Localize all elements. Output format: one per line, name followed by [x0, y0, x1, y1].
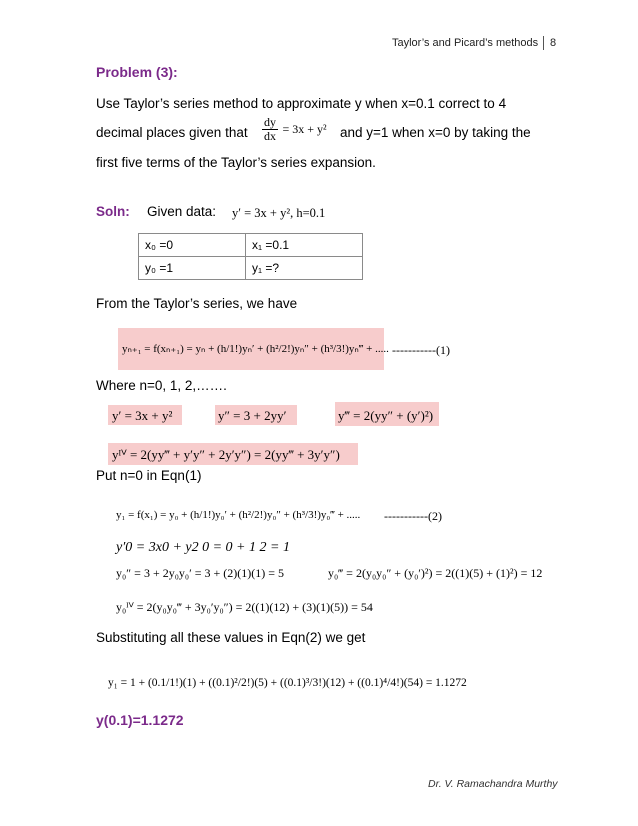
equation-ref-2: -----------(2): [384, 509, 442, 523]
y0-fourth-derivative-value: y₀ᴵⱽ = 2(y₀y₀‴ + 3y₀′y₀″) = 2((1)(12) + (3)(1)(5)) = 54: [116, 600, 373, 614]
problem-line-2-post: and y=1 when x=0 by taking the: [340, 125, 531, 140]
dy-dx-rhs: = 3x + y²: [282, 122, 327, 136]
y0-prime-value: y′0 = 3x0 + y2 0 = 0 + 1 2 = 1: [116, 540, 290, 555]
final-answer: y(0.1)=1.1272: [96, 712, 184, 728]
table-cell: y₀ =1: [139, 257, 246, 280]
fourth-derivative: yᴵⱽ = 2(yy‴ + y′y″ + 2y′y″) = 2(yy‴ + 3y′y″): [112, 447, 340, 462]
frac-den: dx: [264, 129, 276, 143]
table-cell: y₁ =?: [246, 257, 363, 280]
problem-heading: Problem (3):: [96, 64, 178, 80]
frac-num: dy: [264, 115, 276, 129]
table-cell: x₁ =0.1: [246, 234, 363, 257]
table-row: [139, 257, 363, 280]
problem-line-2-pre: decimal places given that: [96, 125, 248, 140]
final-equation: y₁ = 1 + (0.1/1!)(1) + ((0.1)²/2!)(5) + ((0.1)³/3!)(12) + ((0.1)⁴/4!)(54) = 1.1272: [108, 677, 467, 689]
third-derivative: y‴ = 2(yy″ + (y′)²): [338, 408, 434, 423]
given-data-label: Given data:: [147, 204, 217, 219]
problem-line-3: first five terms of the Taylor’s series expansion.: [96, 155, 376, 170]
problem-line-1: Use Taylor’s series method to approximate y when x=0.1 correct to 4: [96, 96, 507, 111]
y0-double-prime-value: y₀″ = 3 + 2y₀y₀′ = 3 + (2)(1)(1) = 5: [116, 566, 284, 580]
header-divider: [543, 36, 544, 50]
put-n0-line: Put n=0 in Eqn(1): [96, 468, 202, 483]
taylor-intro: From the Taylor’s series, we have: [96, 296, 298, 311]
second-derivative: y″ = 3 + 2yy′: [218, 408, 287, 423]
page-number: 8: [550, 37, 557, 49]
first-derivative: y′ = 3x + y²: [112, 408, 173, 423]
equation-ref-1: -----------(1): [392, 343, 450, 357]
where-line: Where n=0, 1, 2,…….: [96, 378, 227, 393]
substitute-line: Substituting all these values in Eqn(2) we get: [96, 630, 366, 645]
footer-author: Dr. V. Ramachandra Murthy: [428, 778, 558, 790]
table-cell: x₀ =0: [139, 234, 246, 257]
taylor-series-equation: yₙ₊₁ = f(xₙ₊₁) = yₙ + (h/1!)yₙ′ + (h²/2!)yₙ″ + (h³/3!)yₙ‴ + .....: [122, 343, 389, 355]
dy-dx-equation: [262, 116, 327, 143]
equation-2: y₁ = f(x₁) = y₀ + (h/1!)y₀′ + (h²/2!)y₀″ + (h³/3!)y₀‴ + .....: [116, 509, 361, 521]
table-row: [139, 234, 363, 257]
running-header-title: Taylor’s and Picard’s methods: [392, 37, 539, 49]
dy-dx-fraction: [262, 116, 278, 143]
initial-values-table: [138, 233, 363, 280]
solution-label: Soln:: [96, 204, 130, 219]
y0-triple-prime-value: y₀‴ = 2(y₀y₀″ + (y₀′)²) = 2((1)(5) + (1)²) = 12: [328, 566, 543, 580]
given-equation: y′ = 3x + y², h=0.1: [232, 206, 326, 220]
